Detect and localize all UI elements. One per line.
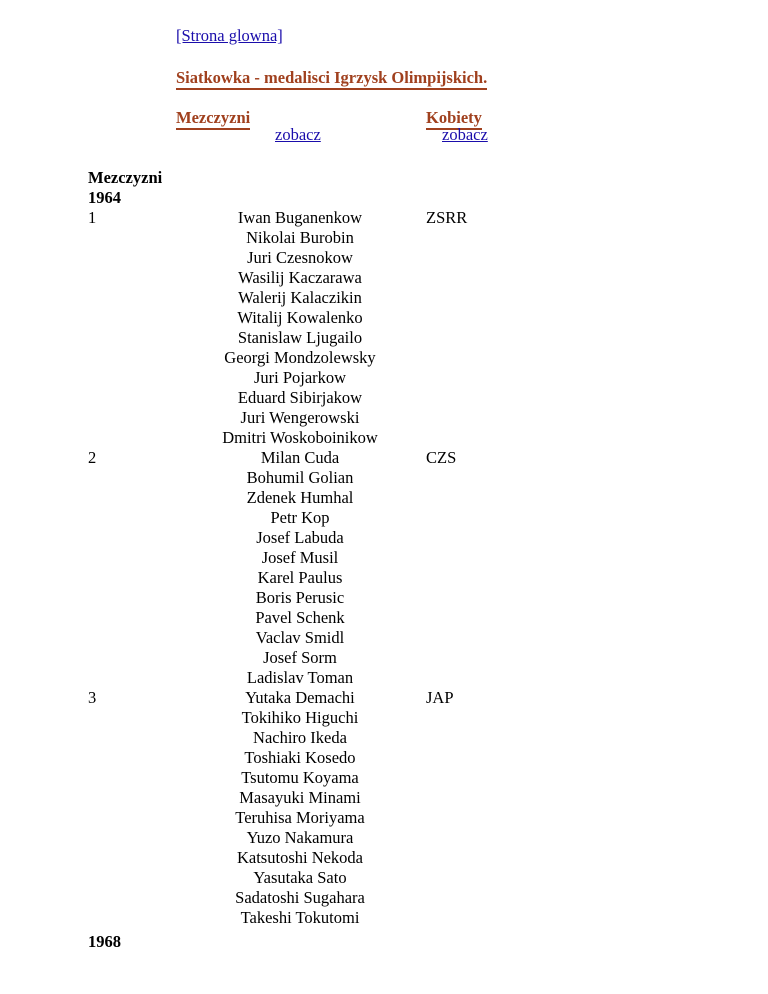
player-name: Petr Kop xyxy=(270,508,330,527)
player-name: Yasutaka Sato xyxy=(253,868,347,887)
player-name: Tokihiko Higuchi xyxy=(241,708,359,727)
player-name: Stanislaw Ljugailo xyxy=(237,328,363,347)
player-name: Ladislav Toman xyxy=(246,668,354,687)
player-name: Bohumil Golian xyxy=(246,468,354,487)
player-name: Takeshi Tokutomi xyxy=(240,908,360,927)
player-name: Juri Pojarkow xyxy=(253,368,347,387)
player-name: Pavel Schenk xyxy=(255,608,345,627)
place-2: 2 xyxy=(88,448,97,467)
player-name: Wasilij Kaczarawa xyxy=(238,268,362,287)
page-title-link[interactable]: Siatkowka - medalisci Igrzysk Olimpijskich. xyxy=(176,68,487,90)
player-list-1 xyxy=(210,208,390,448)
player-name: Yutaka Demachi xyxy=(245,688,355,707)
year-1964: 1964 xyxy=(88,188,121,207)
player-name: Josef Labuda xyxy=(256,528,344,547)
player-name: Josef Sorm xyxy=(263,648,337,667)
player-name: Karel Paulus xyxy=(257,568,343,587)
category-heading: Mezczyzni xyxy=(88,168,163,187)
player-name: Walerij Kalaczikin xyxy=(238,288,362,307)
player-name: Georgi Mondzolewsky xyxy=(224,348,376,367)
player-list-3 xyxy=(210,688,390,928)
player-name: Vaclav Smidl xyxy=(255,628,345,647)
men-section-link[interactable]: Mezczyzni xyxy=(176,108,250,130)
page-title xyxy=(176,68,487,88)
place-3: 3 xyxy=(88,688,97,707)
men-section-header xyxy=(176,108,250,128)
women-section-link[interactable]: Kobiety xyxy=(426,108,482,130)
country-2: CZS xyxy=(426,448,457,467)
player-name: Iwan Buganenkow xyxy=(237,208,363,227)
player-name: Toshiaki Kosedo xyxy=(244,748,356,767)
player-name: Juri Wengerowski xyxy=(240,408,360,427)
player-name: Nachiro Ikeda xyxy=(253,728,347,747)
place-1: 1 xyxy=(88,208,97,227)
year-1968: 1968 xyxy=(88,932,121,951)
player-name: Juri Czesnokow xyxy=(247,248,353,267)
player-name: Tsutomu Koyama xyxy=(241,768,359,787)
player-name: Dmitri Woskoboinikow xyxy=(222,428,378,447)
men-see-link[interactable]: zobacz xyxy=(275,125,321,144)
player-name: Masayuki Minami xyxy=(239,788,361,807)
player-name: Zdenek Humhal xyxy=(246,488,354,507)
player-name: Teruhisa Moriyama xyxy=(235,808,365,827)
player-name: Witalij Kowalenko xyxy=(237,308,363,327)
player-name: Milan Cuda xyxy=(260,448,340,467)
country-3: JAP xyxy=(426,688,454,707)
country-1: ZSRR xyxy=(426,208,468,227)
player-name: Boris Perusic xyxy=(255,588,345,607)
player-name: Katsutoshi Nekoda xyxy=(236,848,364,867)
women-see-link[interactable]: zobacz xyxy=(442,125,488,144)
player-name: Yuzo Nakamura xyxy=(246,828,354,847)
player-name: Sadatoshi Sugahara xyxy=(235,888,365,907)
home-link[interactable]: [Strona glowna] xyxy=(176,26,283,45)
player-list-2 xyxy=(210,448,390,688)
player-name: Josef Musil xyxy=(261,548,339,567)
player-name: Eduard Sibirjakow xyxy=(237,388,363,407)
player-name: Nikolai Burobin xyxy=(246,228,354,247)
